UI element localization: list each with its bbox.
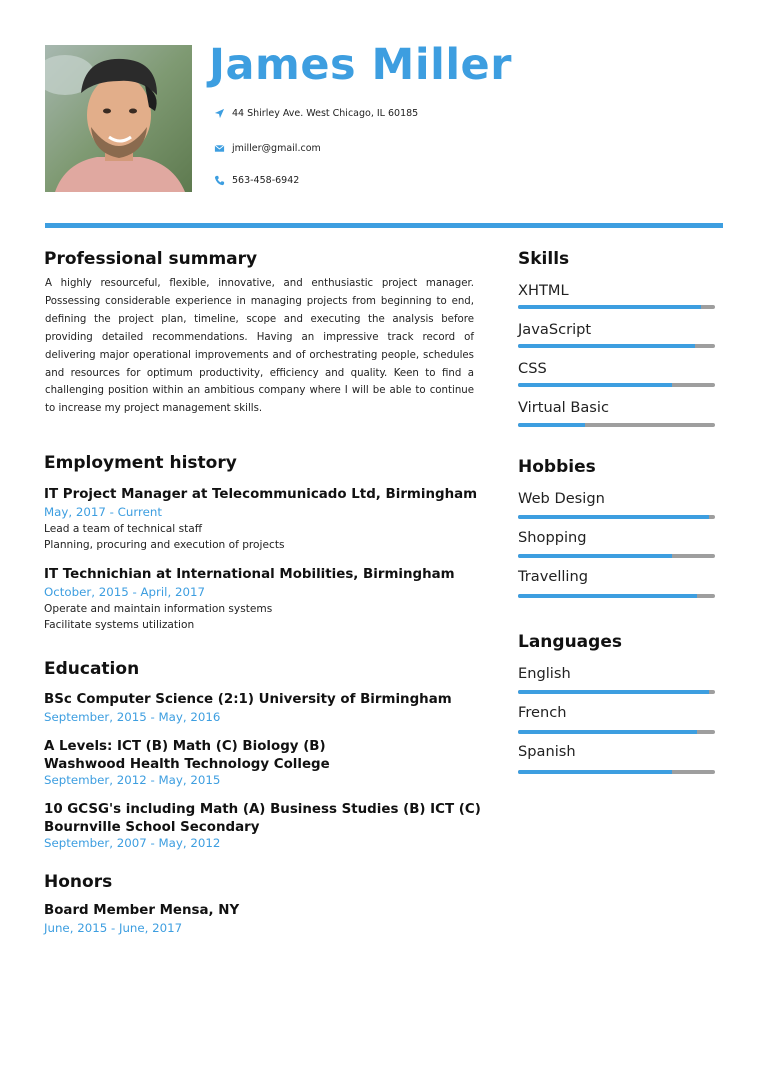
language-level-bar xyxy=(518,730,715,734)
job-duty: Operate and maintain information systems xyxy=(44,603,273,615)
skill-label: JavaScript xyxy=(518,321,592,338)
hobby-label: Web Design xyxy=(518,490,605,507)
address-text: 44 Shirley Ave. West Chicago, IL 60185 xyxy=(232,108,419,119)
job-title: IT Project Manager at Telecommunicado Ltd, Birmingham xyxy=(44,487,478,502)
phone-icon xyxy=(214,175,225,186)
phone-line xyxy=(214,175,299,186)
email-line xyxy=(214,143,321,154)
language-level-bar xyxy=(518,770,715,774)
education-dates: September, 2015 - May, 2016 xyxy=(44,710,221,724)
job-duty: Planning, procuring and execution of projects xyxy=(44,539,285,551)
phone-text: 563-458-6942 xyxy=(232,175,300,186)
job-dates: October, 2015 - April, 2017 xyxy=(44,585,205,599)
language-label: English xyxy=(518,665,571,682)
education-heading: Education xyxy=(44,659,140,679)
job-dates: May, 2017 - Current xyxy=(44,505,162,519)
hobby-level-fill xyxy=(518,554,672,558)
skills-heading: Skills xyxy=(518,249,570,269)
languages-heading: Languages xyxy=(518,632,622,652)
hobby-level-fill xyxy=(518,594,697,598)
education-dates: September, 2012 - May, 2015 xyxy=(44,773,221,787)
skill-label: CSS xyxy=(518,360,547,377)
skill-level-bar xyxy=(518,344,715,348)
summary-text: A highly resourceful, flexible, innovative, and enthusiastic project manager. Possessing considerable experience in managing projects from beginning to end, defining the project plan, timeline, scope and executing the analysis before providing detailed recommendations. Having an impressive track record of delivering major operational improvements and of orchestrating people, schedules and resources for optimum productivity, efficiency and quality. Keen to find a challenging position within an ambitious company where I will be able to continue to increase my project management skills. xyxy=(45,278,474,415)
hobby-level-bar xyxy=(518,554,715,558)
education-school: Washwood Health Technology College xyxy=(44,757,330,772)
location-arrow-icon xyxy=(214,108,225,119)
skill-level-bar xyxy=(518,423,715,427)
education-title: 10 GCSG's including Math (A) Business Studies (B) ICT (C) xyxy=(44,802,481,817)
hobby-level-fill xyxy=(518,515,709,519)
hobby-label: Travelling xyxy=(518,568,589,585)
envelope-icon xyxy=(214,143,225,154)
summary-heading: Professional summary xyxy=(44,249,258,269)
honor-dates: June, 2015 - June, 2017 xyxy=(44,921,183,935)
header-divider xyxy=(45,223,723,228)
job-title: IT Technichian at International Mobilities, Birmingham xyxy=(44,567,455,582)
profile-photo xyxy=(45,45,192,192)
profile-photo-image xyxy=(45,45,192,192)
language-label: French xyxy=(518,704,567,721)
job-duty: Facilitate systems utilization xyxy=(44,619,195,631)
candidate-name: James Miller xyxy=(209,40,512,90)
employment-heading: Employment history xyxy=(44,453,237,473)
skill-level-fill xyxy=(518,344,695,348)
language-level-fill xyxy=(518,730,697,734)
language-level-bar xyxy=(518,690,715,694)
address-line xyxy=(214,108,418,119)
hobby-level-bar xyxy=(518,594,715,598)
hobby-level-bar xyxy=(518,515,715,519)
skill-level-fill xyxy=(518,305,701,309)
education-title: BSc Computer Science (2:1) University of Birmingham xyxy=(44,692,452,707)
language-label: Spanish xyxy=(518,743,576,760)
skill-label: Virtual Basic xyxy=(518,399,609,416)
skill-level-bar xyxy=(518,305,715,309)
education-title: A Levels: ICT (B) Math (C) Biology (B) xyxy=(44,739,326,754)
skill-label: XHTML xyxy=(518,282,569,299)
hobby-label: Shopping xyxy=(518,529,587,546)
honors-heading: Honors xyxy=(44,872,113,892)
job-duty: Lead a team of technical staff xyxy=(44,523,203,535)
skill-level-fill xyxy=(518,423,585,427)
email-text[interactable]: jmiller@gmail.com xyxy=(232,143,321,154)
skill-level-bar xyxy=(518,383,715,387)
language-level-fill xyxy=(518,770,672,774)
honor-title: Board Member Mensa, NY xyxy=(44,903,240,918)
education-school: Bournville School Secondary xyxy=(44,820,260,835)
hobbies-heading: Hobbies xyxy=(518,457,596,477)
language-level-fill xyxy=(518,690,709,694)
skill-level-fill xyxy=(518,383,672,387)
education-dates: September, 2007 - May, 2012 xyxy=(44,836,221,850)
